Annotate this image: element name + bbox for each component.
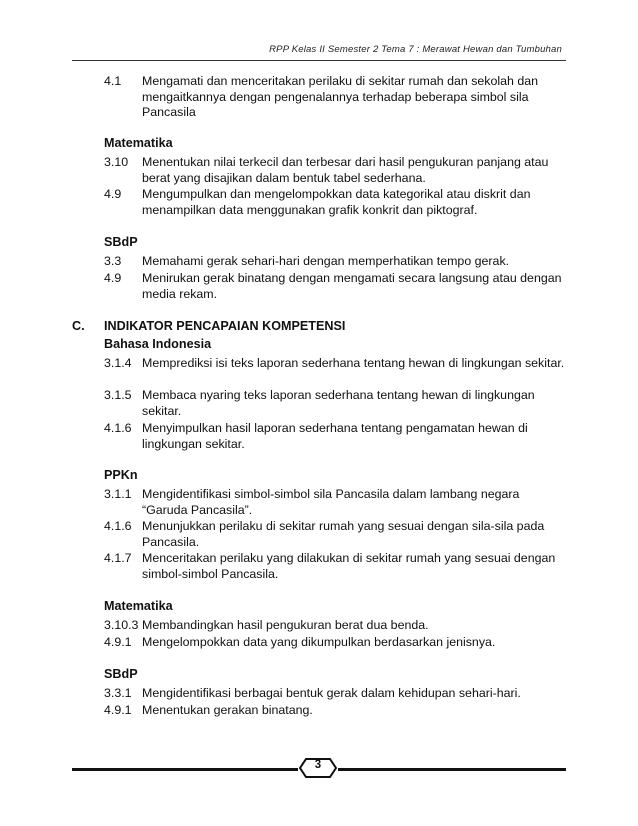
item-text: Mengelompokkan data yang dikumpulkan berdasarkan jenisnya. — [142, 635, 496, 649]
section-letter: C. — [72, 319, 85, 333]
item-text: Menirukan gerak binatang dengan mengamati secara langsung atau dengan media rekam. — [142, 271, 562, 301]
item-number: 4.1 — [104, 74, 122, 88]
item-text: Membaca nyaring teks laporan sederhana tentang hewan di lingkungan sekitar. — [142, 388, 535, 418]
subject-heading-sbdp: SBdP — [104, 235, 138, 249]
item-text: Membandingkan hasil pengukuran berat dua benda. — [142, 618, 429, 632]
header-divider — [72, 60, 566, 61]
item-text: Mengumpulkan dan mengelompokkan data kategorikal atau diskrit dan menampilkan data menggunakan grafik konkrit dan piktograf. — [142, 187, 531, 217]
subject-heading-matematika: Matematika — [104, 599, 173, 613]
section-title: INDIKATOR PENCAPAIAN KOMPETENSI — [104, 319, 346, 333]
item-number: 3.1.4 — [104, 356, 132, 370]
footer-rule-right — [338, 768, 566, 771]
item-number: 4.1.6 — [104, 421, 132, 435]
item-number: 4.9 — [104, 271, 122, 285]
item-text: Mengidentifikasi simbol-simbol sila Pancasila dalam lambang negara “Garuda Pancasila”. — [142, 487, 520, 517]
item-text: Memprediksi isi teks laporan sederhana tentang hewan di lingkungan sekitar. — [142, 356, 565, 370]
item-number: 4.9 — [104, 187, 122, 201]
subject-heading-ppkn: PPKn — [104, 468, 138, 482]
item-text: Menunjukkan perilaku di sekitar rumah yang sesuai dengan sila-sila pada Pancasila. — [142, 519, 545, 549]
item-number: 4.1.6 — [104, 519, 132, 533]
item-text: Menentukan gerakan binatang. — [142, 703, 313, 717]
header-title: RPP Kelas II Semester 2 Tema 7 : Merawat Hewan dan Tumbuhan — [269, 44, 562, 55]
item-number: 4.9.1 — [104, 635, 132, 649]
item-number: 3.1.1 — [104, 487, 132, 501]
item-number: 3.10.3 — [104, 618, 139, 632]
item-number: 3.1.5 — [104, 388, 132, 402]
item-text: Mengidentifikasi berbagai bentuk gerak dalam kehidupan sehari-hari. — [142, 686, 521, 700]
item-number: 4.9.1 — [104, 703, 132, 717]
item-number: 3.10 — [104, 155, 129, 169]
subject-heading-sbdp: SBdP — [104, 667, 138, 681]
item-text: Menentukan nilai terkecil dan terbesar dari hasil pengukuran panjang atau berat yang disajikan dalam bentuk tabel sederhana. — [142, 155, 549, 185]
item-number: 4.1.7 — [104, 551, 132, 565]
item-text: Mengamati dan menceritakan perilaku di sekitar rumah dan sekolah dan mengaitkannya dengan pengenalannya terhadap beberapa simbol sila Pancasila — [142, 74, 539, 120]
item-text: Memahami gerak sehari-hari dengan memperhatikan tempo gerak. — [142, 254, 510, 268]
subject-heading-matematika: Matematika — [104, 136, 173, 150]
item-number: 3.3 — [104, 254, 122, 268]
item-text: Menyimpulkan hasil laporan sederhana tentang pengamatan hewan di lingkungan sekitar. — [142, 421, 528, 451]
footer-rule-left — [72, 768, 298, 771]
subject-heading-bahasa-indonesia: Bahasa Indonesia — [104, 337, 212, 351]
page-number: 3 — [314, 759, 322, 771]
item-text: Menceritakan perilaku yang dilakukan di sekitar rumah yang sesuai dengan simbol-simbol Pancasila. — [142, 551, 556, 581]
item-number: 3.3.1 — [104, 686, 132, 700]
